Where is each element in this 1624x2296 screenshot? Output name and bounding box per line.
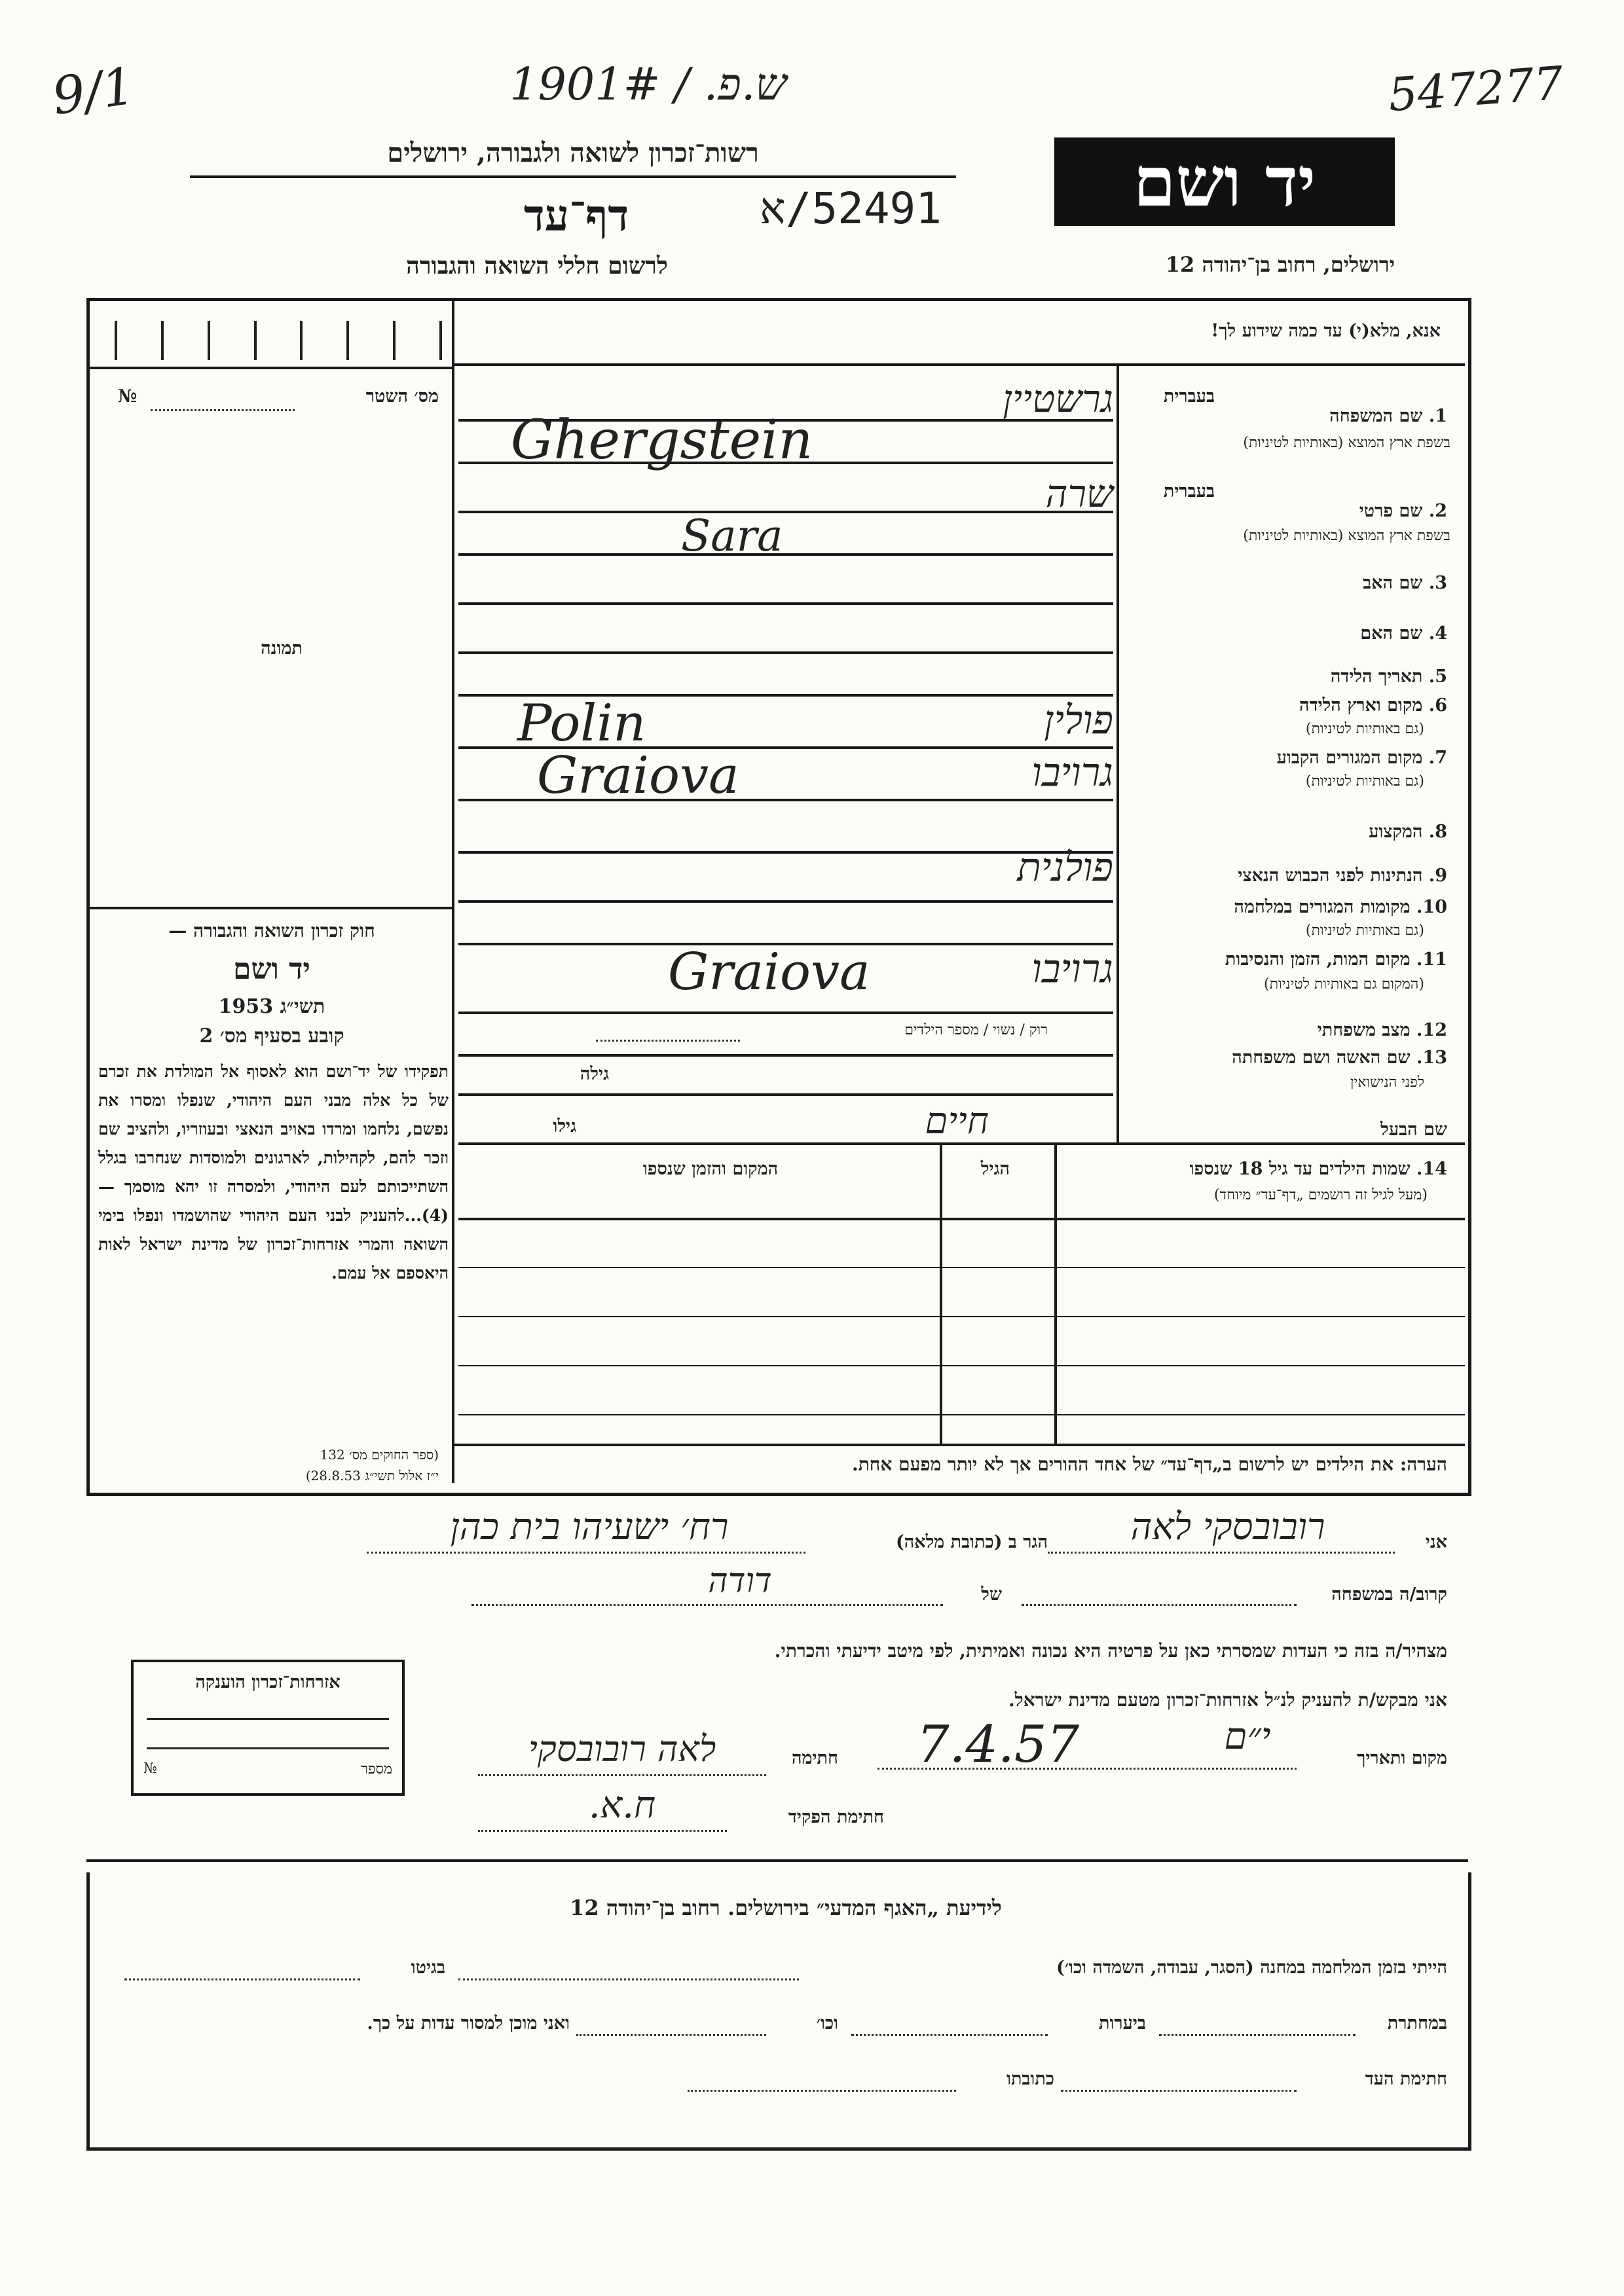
header-rule (190, 175, 956, 178)
header-address: ירושלים, רחוב בן־יהודה 12 (1165, 252, 1395, 277)
answer-line-9 (458, 900, 1113, 903)
f3-label: 3. שם האב (1363, 573, 1447, 593)
photo-label: תמונה (261, 638, 303, 659)
bottom-line2-c: וכו׳ (816, 2013, 838, 2033)
law-section: קובע בסעיף מס׳ 2 (199, 1025, 344, 1048)
answer-line-13 (458, 1093, 1113, 1096)
children-label: 14. שמות הילדים עד גיל 18 שנספו (1189, 1159, 1447, 1179)
f4-label: 4. שם האם (1360, 623, 1447, 644)
law-rule (90, 907, 452, 909)
law-ref-2: י״ז אלול תשי״ג 28.8.53) (305, 1468, 439, 1484)
permit-number-prefix: № (118, 386, 138, 407)
f2-label: 2. שם פרטי (1359, 501, 1447, 521)
husband-age-label: גילו (553, 1116, 576, 1137)
citizenship-number-prefix: № (143, 1760, 157, 1777)
citizenship-line-2 (147, 1747, 389, 1749)
f13-age-label: גילה (580, 1064, 609, 1084)
citizenship-line-1 (147, 1718, 389, 1720)
bottom-line1-dots-b (124, 1978, 360, 1980)
husband-label: שם הבעל (1380, 1120, 1447, 1140)
law-year: תשי״ג 1953 (218, 995, 325, 1018)
decl-address-value: רח׳ ישעיהו בית כהן (450, 1506, 729, 1548)
citizenship-box (131, 1660, 405, 1796)
bottom-line3-b: כתובתו (1006, 2069, 1054, 2089)
children-col-age: הגיל (980, 1159, 1010, 1179)
f10-sub: (גם באותיות לטיניות) (1305, 922, 1424, 939)
corner-mark-right: 547277 (1386, 56, 1565, 122)
f2-value-he: שרה (1045, 471, 1113, 516)
left-column-divider (452, 301, 454, 1483)
children-sub: (מעל לגיל זה רושמים „דף־עד״ מיוחד) (1213, 1187, 1428, 1203)
f11-label: 11. מקום המות, הזמן והנסיבות (1225, 949, 1447, 970)
decl-of-label: של (981, 1584, 1002, 1605)
children-bottom-rule (452, 1444, 1465, 1446)
law-title: חוק זכרון השואה והגבורה — (168, 920, 375, 941)
f1-value-lat: Ghergstein (511, 409, 813, 471)
f9-value-he: פולנית (1017, 845, 1113, 890)
decl-name-value: רובובסקי לאה (1130, 1506, 1325, 1548)
f6-value-lat: Polin (517, 694, 646, 753)
decl-ani: אני (1425, 1532, 1447, 1552)
bottom-line2-dots-a (1159, 2034, 1356, 2036)
f12-label: 12. מצב משפחתי (1317, 1020, 1447, 1040)
decl-officer-value: ח.א. (588, 1784, 656, 1827)
decl-place-value: י״ם (1224, 1715, 1271, 1758)
decl-request: אני מבקש/ת להעניק לנ״ל אזרחות־זכרון מטעם מדינת ישראל. (1008, 1689, 1447, 1711)
f9-label: 9. הנתינות לפני הכבוש הנאצי (1238, 866, 1447, 886)
intro-text: אנא, מלא(י) עד כמה שידוע לך! (1211, 321, 1441, 341)
decl-relative-value: דודה (708, 1561, 772, 1601)
page-title: דף־עד (523, 190, 629, 241)
f7-value-lat: Graiova (537, 746, 739, 805)
yad-vashem-logo: יד ושם (1054, 137, 1395, 226)
children-row-1 (458, 1267, 1465, 1268)
f11-sub: (המקום גם באותיות לטיניות) (1264, 976, 1424, 993)
law-ref-1: (ספר החוקים מס׳ 132 (320, 1447, 439, 1463)
note-text: הערה: את הילדים יש לרשום ב„דף־עד״ של אחד ההורים אך לא יותר מפעם אחת. (851, 1453, 1447, 1475)
f12-dots (596, 1040, 740, 1042)
husband-value: חיים (925, 1100, 989, 1142)
f11-value-lat: Graiova (668, 943, 870, 1002)
decl-statement: מצהיר/ה בזה כי העדות שמסרתי כאן על פרטיה היא נכונה ואמיתית, לפי מיטב ידיעתי והכרתי. (774, 1640, 1447, 1662)
decl-relative-dots (1022, 1604, 1297, 1606)
answer-line-12 (458, 1054, 1113, 1057)
decl-date-value: 7.4.57 (917, 1715, 1080, 1774)
bottom-line3-dots-b (688, 2090, 956, 2092)
answer-line-2b (458, 553, 1113, 556)
f1-sub-lat: בשפת ארץ המוצא (באותיות לטיניות) (1243, 435, 1450, 451)
stamp-number: 52491/א (760, 183, 942, 234)
f6-label: 6. מקום וארץ הלידה (1299, 695, 1447, 716)
bottom-top-rule (86, 1859, 1468, 1862)
law-name: יד ושם (233, 953, 310, 986)
f6-value-he: פולין (1044, 697, 1113, 743)
decl-place-date-label: מקום ותאריך (1357, 1748, 1447, 1768)
f12-options: רוק / נשוי / מספר הילדים (904, 1022, 1048, 1038)
f6-sub: (גם באותיות לטיניות) (1305, 721, 1424, 737)
bottom-line2-b: ביערות (1098, 2013, 1146, 2033)
decl-name-dots (1048, 1552, 1395, 1554)
f2-value-lat: Sara (681, 511, 783, 561)
bottom-line3-a: חתימת העד (1365, 2069, 1447, 2089)
bottom-line1-a: הייתי בזמן המלחמה במחנה (הסגר, עבודה, השמדה וכו׳) (1056, 1958, 1447, 1978)
citizenship-number-label: מספר (361, 1761, 392, 1777)
children-header-rule (458, 1218, 1465, 1220)
corner-mark-center: ש.פ. / 1901# (509, 59, 787, 111)
children-col-place: המקום והזמן שנספו (642, 1159, 779, 1179)
bottom-line1-b: בגיטו (411, 1958, 445, 1978)
f13-sub: לפני הנישואין (1350, 1074, 1424, 1091)
right-header-rule (452, 363, 1465, 366)
f8-label: 8. המקצוע (1369, 822, 1447, 842)
f7-value-he: גרויבו (1031, 750, 1113, 795)
f1-sub-he: בעברית (1163, 386, 1215, 407)
decl-of-dots (471, 1604, 943, 1606)
permit-number-label: מס׳ השטר (365, 386, 439, 407)
authority-name: רשות־זכרון לשואה ולגבורה, ירושלים (387, 137, 759, 168)
bottom-line2-d: ואני מוכן למסור עדות על כך. (367, 2013, 570, 2033)
decl-address-dots (367, 1552, 805, 1554)
f5-label: 5. תאריך הלידה (1330, 666, 1447, 687)
children-col-divider-1 (1054, 1142, 1057, 1444)
f1-label: 1. שם המשפחה (1329, 406, 1447, 426)
children-row-2 (458, 1316, 1465, 1317)
answer-line-11 (458, 1011, 1113, 1014)
decl-officer-label: חתימת הפקיד (788, 1807, 884, 1827)
decl-relative-label: קרוב/ה במשפחה (1331, 1584, 1447, 1605)
permit-number-dots (151, 409, 295, 411)
f7-sub: (גם באותיות לטיניות) (1305, 773, 1424, 790)
decl-officer-dots (478, 1830, 727, 1832)
page-subtitle: לרשום חללי השואה והגבורה (406, 252, 668, 280)
f10-label: 10. מקומות המגורים במלחמה (1234, 897, 1447, 917)
f13-label: 13. שם האשה ושם משפחתה (1232, 1048, 1447, 1068)
f1-value-he: גרשטיין (1003, 376, 1113, 421)
f2-sub-he: בעברית (1163, 481, 1215, 501)
f7-label: 7. מקום המגורים הקבוע (1276, 748, 1447, 768)
children-col-divider-2 (940, 1142, 942, 1444)
bottom-line3-dots-a (1061, 2090, 1297, 2092)
f2-sub-lat: בשפת ארץ המוצא (באותיות לטיניות) (1243, 528, 1450, 544)
f11-value-he: גרויבו (1031, 946, 1113, 992)
bottom-line2-dots-c (576, 2034, 766, 2036)
decl-signature-value: לאה רובובסקי (528, 1728, 716, 1770)
bottom-line2-dots-b (851, 2034, 1048, 2036)
bottom-title: לידיעת „האגף המדעי״ בירושלים. רחוב בן־יהודה 12 (570, 1895, 1002, 1920)
bottom-line1-dots (458, 1978, 799, 1980)
labels-divider (1116, 363, 1119, 1142)
permit-rule (90, 367, 452, 369)
decl-date-dots (877, 1768, 1297, 1770)
answer-line-4 (458, 651, 1113, 654)
law-text: תפקידו של יד־ושם הוא לאסוף אל המולדת את זכרם של כל אלה מבני העם היהודי, שנפלו ומסרו את נפשם, נלחמו ומרדו באויב הנאצי ובעוזריו, ולהציב שם וזכר להם, לקהילות, לארגונים ולמוסדות שנחרבו בגלל השתייכותם לעם היהודי, ולמסרה זו יהא מוסמך — (4)...להעניק לבני העם היהודי שהושמדו ונפלו בימי השואה והמרי אזרחות־זכרון של מדינת ישראל לאות היאספם אל עמם. (98, 1062, 449, 1283)
citizenship-title: אזרחות־זכרון הוענקה (195, 1672, 341, 1692)
children-row-4 (458, 1414, 1465, 1415)
corner-mark-left: 9/1 (48, 56, 139, 127)
permit-number-box (115, 321, 442, 360)
bottom-line2-a: במחתרת (1387, 2013, 1447, 2033)
decl-signature-dots (478, 1774, 766, 1776)
answer-line-3 (458, 602, 1113, 605)
children-row-3 (458, 1365, 1465, 1366)
decl-signature-label: חתימה (791, 1748, 838, 1768)
decl-address-label: הגר ב (כתובת מלאה) (895, 1532, 1048, 1552)
answer-line-husband (458, 1142, 1465, 1145)
